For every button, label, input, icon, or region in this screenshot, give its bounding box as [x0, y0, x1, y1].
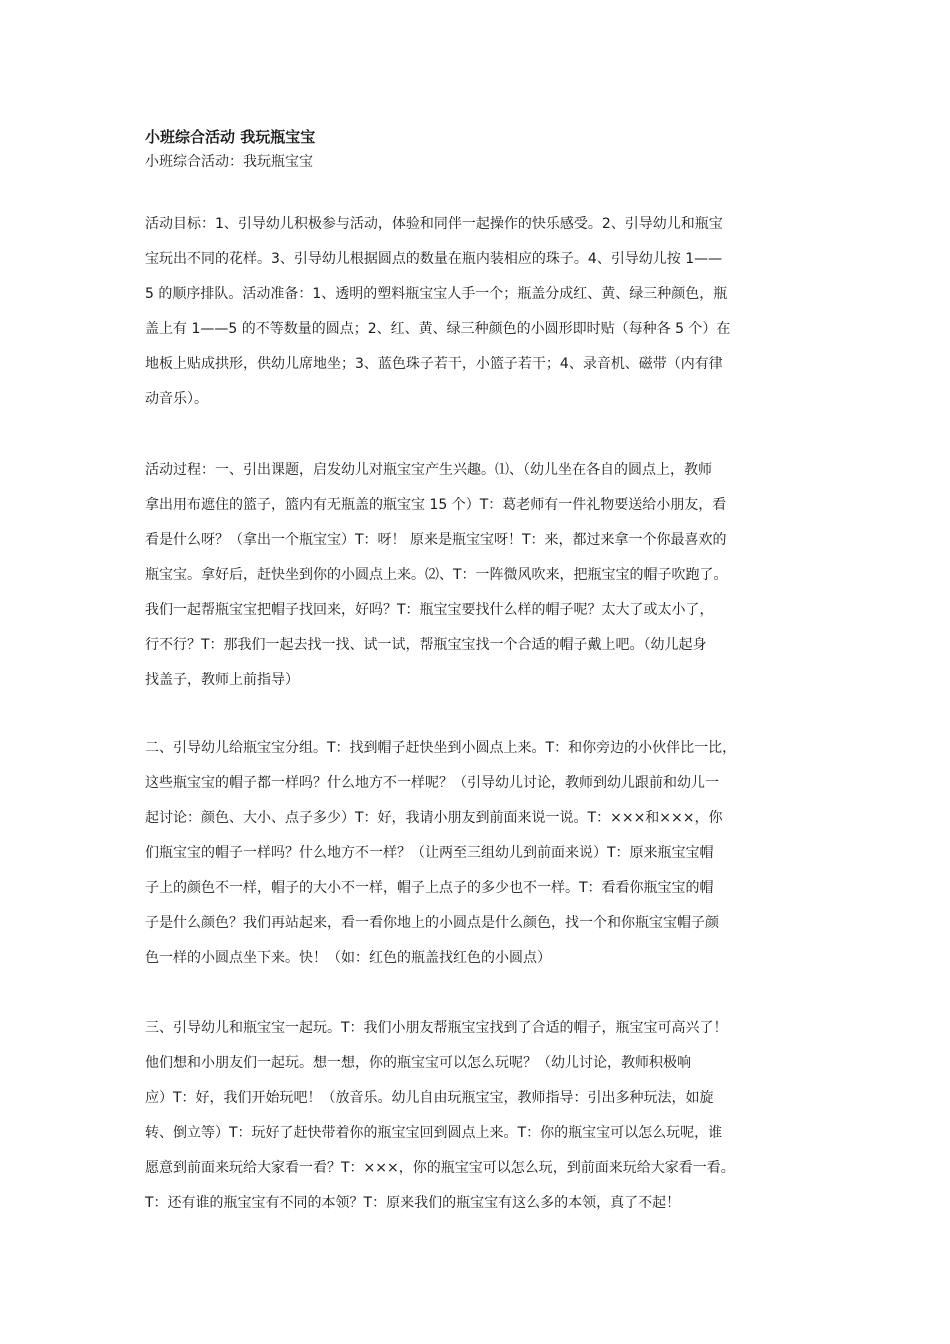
text-line: 他们想和小朋友们一起玩。想一想，你的瓶宝宝可以怎么玩呢？（幼儿讨论，教师积极响: [145, 1055, 691, 1071]
text-line: 宝玩出不同的花样。3、引导幼儿根据圆点的数量在瓶内装相应的珠子。4、引导幼儿按 1——: [145, 251, 723, 267]
text-line: T：还有谁的瓶宝宝有不同的本领？T：原来我们的瓶宝宝有这么多的本领，真了不起！: [145, 1195, 681, 1211]
text-line: 找盖子，教师上前指导）: [145, 672, 299, 688]
text-line: 瓶宝宝。拿好后，赶快坐到你的小圆点上来。⑵、T：一阵微风吹来，把瓶宝宝的帽子吹跑了。: [145, 567, 728, 583]
text-line: 盖上有 1——5 的不等数量的圆点；2、红、黄、绿三种颜色的小圆形即时贴（每种各 5 个）在: [145, 321, 731, 337]
text-line: 二、引导幼儿给瓶宝宝分组。T：找到帽子赶快坐到小圆点上来。T：和你旁边的小伙伴比一比，: [145, 740, 737, 756]
text-line: 们瓶宝宝的帽子一样吗？什么地方不一样？（让两至三组幼儿到前面来说）T：原来瓶宝宝帽: [145, 845, 714, 861]
text-line: 拿出用布遮住的篮子，篮内有无瓶盖的瓶宝宝 15 个）T：葛老师有一件礼物要送给小朋友，看: [145, 497, 727, 513]
text-line: 子是什么颜色？我们再站起来，看一看你地上的小圆点是什么颜色，找一个和你瓶宝宝帽子颜: [145, 915, 719, 931]
text-line: 我们一起帮瓶宝宝把帽子找回来，好吗？T：瓶宝宝要找什么样的帽子呢？太大了或太小了，: [145, 602, 714, 618]
text-line: 行不行？T：那我们一起去找一找、试一试，帮瓶宝宝找一个合适的帽子戴上吧。（幼儿起身: [145, 637, 707, 653]
paragraph-part-three: [145, 1011, 825, 1221]
text-line: 起讨论：颜色、大小、点子多少）T：好，我请小朋友到前面来说一说。T：×××和×××，你: [145, 810, 723, 826]
text-line: 地板上贴成拱形，供幼儿席地坐；3、蓝色珠子若干，小篮子若干；4、录音机、磁带（内有律: [145, 356, 723, 372]
text-line: 动音乐）。: [145, 391, 208, 407]
paragraph-process-part-one: [145, 453, 825, 698]
text-line: 色一样的小圆点坐下来。快！（如：红色的瓶盖找红色的小圆点）: [145, 950, 551, 966]
text-line: 愿意到前面来玩给大家看一看？T：×××，你的瓶宝宝可以怎么玩，到前面来玩给大家看一看。: [145, 1160, 735, 1176]
text-line: 这些瓶宝宝的帽子都一样吗？什么地方不一样呢？（引导幼儿讨论，教师到幼儿跟前和幼儿一: [145, 775, 719, 791]
text-line: 5 的顺序排队。活动准备：1、透明的塑料瓶宝宝人手一个；瓶盖分成红、黄、绿三种颜色，瓶: [145, 286, 728, 302]
paragraph-goals-preparation: [145, 207, 825, 417]
text-line: 看是什么呀？（拿出一个瓶宝宝）T：呀！ 原来是瓶宝宝呀！T：来，都过来拿一个你最喜欢的: [145, 532, 727, 548]
text-line: 转、倒立等）T：玩好了赶快带着你的瓶宝宝回到圆点上来。T：你的瓶宝宝可以怎么玩呢，谁: [145, 1125, 723, 1141]
document-title: 小班综合活动 我玩瓶宝宝: [145, 128, 316, 146]
text-line: 子上的颜色不一样，帽子的大小不一样，帽子上点子的多少也不一样。T：看看你瓶宝宝的帽: [145, 880, 714, 896]
text-line: 活动过程：一、引出课题，启发幼儿对瓶宝宝产生兴趣。⑴、（幼儿坐在各自的圆点上，教师: [145, 462, 712, 478]
text-line: 应）T：好，我们开始玩吧！（放音乐。幼儿自由玩瓶宝宝，教师指导：引出多种玩法，如旋: [145, 1090, 714, 1106]
paragraph-part-two: [145, 731, 825, 976]
document-subtitle: 小班综合活动：我玩瓶宝宝: [145, 154, 313, 170]
text-line: 活动目标：1、引导幼儿积极参与活动，体验和同伴一起操作的快乐感受。2、引导幼儿和瓶宝: [145, 216, 723, 232]
text-line: 三、引导幼儿和瓶宝宝一起玩。T：我们小朋友帮瓶宝宝找到了合适的帽子，瓶宝宝可高兴了！: [145, 1020, 728, 1036]
